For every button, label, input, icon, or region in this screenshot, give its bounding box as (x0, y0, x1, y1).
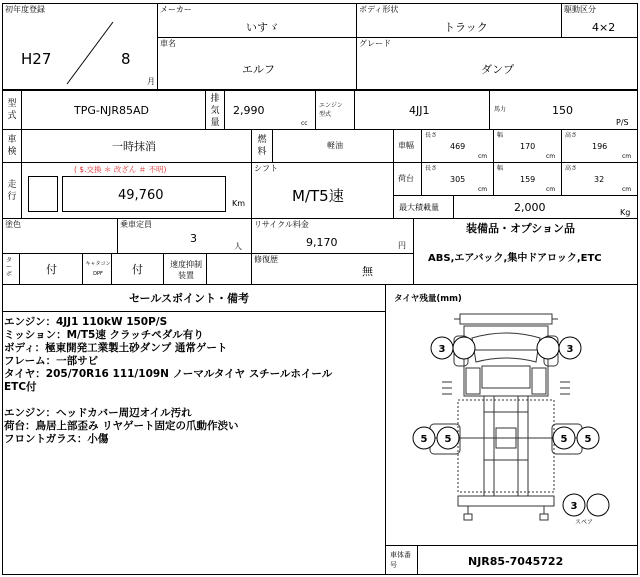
body-shape-value: トラック (444, 21, 488, 34)
model-value: TPG-NJR85AD (74, 104, 149, 117)
cargo-height-value: 32 (594, 175, 605, 184)
model-label-cell (2, 90, 22, 130)
tire-front-left-dual (453, 337, 475, 359)
sales-points-label: セールスポイント・備考 (129, 292, 250, 305)
maker-cell (157, 3, 357, 38)
maker-value: いすゞ (246, 21, 279, 34)
body-height-cell (561, 129, 638, 163)
registration-divider-slash (63, 18, 119, 88)
mileage-check-box (28, 176, 58, 212)
max-load-label: 最大積載量 (399, 203, 439, 212)
color-cell (2, 218, 118, 254)
tire-front-right-dual (537, 337, 559, 359)
cargo-length-label: 長さ (425, 165, 438, 172)
displacement-value: 2,990 (233, 104, 265, 117)
options-cell (413, 218, 638, 285)
cargo-length-unit: cm (478, 186, 488, 193)
mileage-cell (21, 162, 252, 219)
chassis-label: 車体番号 (390, 551, 411, 569)
grade-label: グレード (359, 39, 391, 48)
repair-label: 修復歴 (254, 255, 278, 264)
sales-note-line: タイヤ：205/70R16 111/109N ノーマルタイヤ スチールホイール (4, 368, 333, 380)
sales-note-line: ボディ：極東開発工業製土砂ダンプ 通常ゲート (4, 342, 228, 354)
fuel-label: 燃料 (257, 135, 267, 157)
model-cell (21, 90, 206, 130)
sales-note-line: ミッション：M/T5速 クラッチペダル有り (4, 329, 204, 341)
sales-note-line: エンジン：4JJ1 110kW 150P/S (4, 316, 168, 328)
body-length-cell (421, 129, 494, 163)
model-label: 型式 (7, 99, 17, 121)
inspection-value: 一時抹消 (112, 140, 156, 153)
body-width-value: 170 (520, 142, 536, 151)
max-load-cell (453, 195, 638, 219)
options-label: 装備品・オプション品 (466, 222, 576, 235)
capacity-label: 乗車定員 (120, 220, 152, 229)
cargo-height-label: 高さ (565, 165, 578, 172)
repair-value: 無 (362, 265, 373, 278)
horsepower-cell (489, 90, 638, 130)
car-name-cell (157, 37, 357, 90)
fuel-cell (272, 129, 394, 163)
drive-label: 駆動区分 (564, 5, 596, 14)
truck-chassis-diagram (386, 300, 636, 545)
tire-rear-right-outer-value: 5 (584, 434, 592, 445)
registration-month: 8 (121, 50, 131, 68)
cargo-height-unit: cm (622, 186, 632, 193)
sales-note-line: フロントガラス：小傷 (4, 433, 109, 445)
body-shape-cell (356, 3, 562, 38)
sales-note-line (4, 394, 382, 407)
cargo-label-cell (393, 162, 422, 196)
grade-cell (356, 37, 638, 90)
horsepower-label: 馬力 (494, 106, 507, 113)
cargo-width-cell (493, 162, 562, 196)
body-length-value: 469 (450, 142, 466, 151)
displacement-unit: cc (301, 120, 308, 127)
engine-model-label: エンジン型式 (319, 102, 343, 118)
displacement-label: 排気量 (210, 94, 220, 128)
recycle-unit: 円 (398, 241, 406, 250)
mileage-value: 49,760 (118, 188, 164, 203)
turbo-cell (19, 253, 83, 285)
speed-limiter-label: 速度抑制装置 (170, 260, 202, 280)
cargo-height-cell (561, 162, 638, 196)
mileage-unit: Km (232, 199, 246, 208)
sales-note-line: ETC付 (4, 381, 37, 393)
tire-front-left-value: 3 (438, 344, 446, 355)
sales-notes (4, 316, 382, 446)
turbo-label-cell (2, 253, 20, 285)
displacement-label-cell (205, 90, 225, 130)
shift-cell (251, 162, 394, 219)
engine-model-label-cell (315, 90, 355, 130)
dpf-cell (111, 253, 164, 285)
capacity-unit: 人 (234, 242, 242, 251)
first-registration-label: 初年度登録 (5, 5, 45, 14)
recycle-cell (251, 218, 414, 254)
drive-value: 4×2 (592, 21, 616, 34)
inspection-label-cell (2, 129, 22, 163)
turbo-label: ターボ (6, 257, 13, 278)
sales-note-line: 荷台：鳥居上部歪み リヤゲート固定の爪動作渋い (4, 420, 239, 432)
body-dims-label: 車幅 (398, 141, 414, 150)
fuel-value: 軽油 (327, 141, 343, 150)
repair-cell (251, 253, 414, 285)
car-name-label: 車名 (160, 39, 176, 48)
cargo-width-label: 幅 (497, 165, 504, 172)
tire-rear-left-outer-value: 5 (420, 434, 428, 445)
mileage-note: ( $.交換 ＊ 改ざん ＃ 不明) (74, 165, 167, 174)
displacement-cell (224, 90, 316, 130)
inspection-cell (21, 129, 252, 163)
inspection-label: 車検 (7, 135, 17, 157)
sales-points-header-line (3, 311, 385, 312)
cargo-label: 荷台 (398, 174, 414, 183)
body-length-label: 長さ (425, 132, 438, 139)
horsepower-unit: P/S (616, 118, 629, 127)
tire-front-right-value: 3 (566, 344, 574, 355)
tire-spare-empty (587, 494, 609, 516)
cargo-length-value: 305 (450, 175, 466, 184)
body-width-label: 幅 (497, 132, 504, 139)
horsepower-value: 150 (552, 104, 573, 117)
chassis-label-cell (385, 545, 418, 575)
tire-label: タイヤ残量(mm) (394, 294, 462, 304)
chassis-cell (417, 545, 638, 575)
speed-limiter-label-cell (163, 253, 207, 285)
speed-limiter-cell (206, 253, 252, 285)
body-width-unit: cm (546, 153, 556, 160)
engine-model-value: 4JJ1 (409, 104, 430, 117)
registration-era-year: H27 (21, 50, 52, 68)
body-height-unit: cm (622, 153, 632, 160)
options-value: ABS,エアバック,集中ドアロック,ETC (428, 253, 602, 264)
body-width-cell (493, 129, 562, 163)
max-load-label-cell (393, 195, 454, 219)
turbo-value: 付 (46, 263, 57, 276)
tire-rear-left-inner-value: 5 (444, 434, 452, 445)
cargo-length-cell (421, 162, 494, 196)
grade-value: ダンプ (481, 63, 515, 76)
car-name-value: エルフ (242, 63, 275, 76)
chassis-value: NJR85-7045722 (468, 555, 564, 568)
body-shape-label: ボディ形状 (359, 5, 399, 14)
sales-note-line: フレーム：一部サビ (4, 355, 99, 367)
mileage-label-cell (2, 162, 22, 219)
capacity-cell (117, 218, 252, 254)
sales-note-line: エンジン：ヘッドカバー周辺オイル汚れ (4, 407, 192, 419)
body-height-label: 高さ (565, 132, 578, 139)
tire-spare-label: スペア (574, 519, 594, 526)
max-load-value: 2,000 (514, 201, 546, 214)
cargo-width-unit: cm (546, 186, 556, 193)
shift-value: M/T5速 (292, 187, 344, 205)
dpf-label: キャタコン DPF (85, 261, 111, 277)
registration-month-unit: 月 (147, 77, 155, 86)
cargo-width-value: 159 (520, 175, 536, 184)
max-load-unit: Kg (620, 208, 631, 217)
tire-spare-value: 3 (570, 501, 578, 512)
dpf-value: 付 (132, 263, 143, 276)
recycle-value: 9,170 (306, 236, 338, 249)
dpf-label-cell (82, 253, 112, 285)
engine-model-cell (354, 90, 490, 130)
body-length-unit: cm (478, 153, 488, 160)
first-registration-cell (2, 3, 158, 90)
body-dims-label-cell (393, 129, 422, 163)
body-height-value: 196 (592, 142, 608, 151)
color-label: 塗色 (5, 220, 21, 229)
tire-rear-right-inner-value: 5 (560, 434, 568, 445)
recycle-label: リサイクル料金 (254, 220, 309, 229)
fuel-label-cell (251, 129, 273, 163)
capacity-value: 3 (190, 232, 197, 245)
drive-cell (561, 3, 638, 38)
shift-label: シフト (254, 164, 278, 173)
maker-label: メーカー (160, 5, 192, 14)
mileage-label: 走行 (7, 180, 17, 202)
